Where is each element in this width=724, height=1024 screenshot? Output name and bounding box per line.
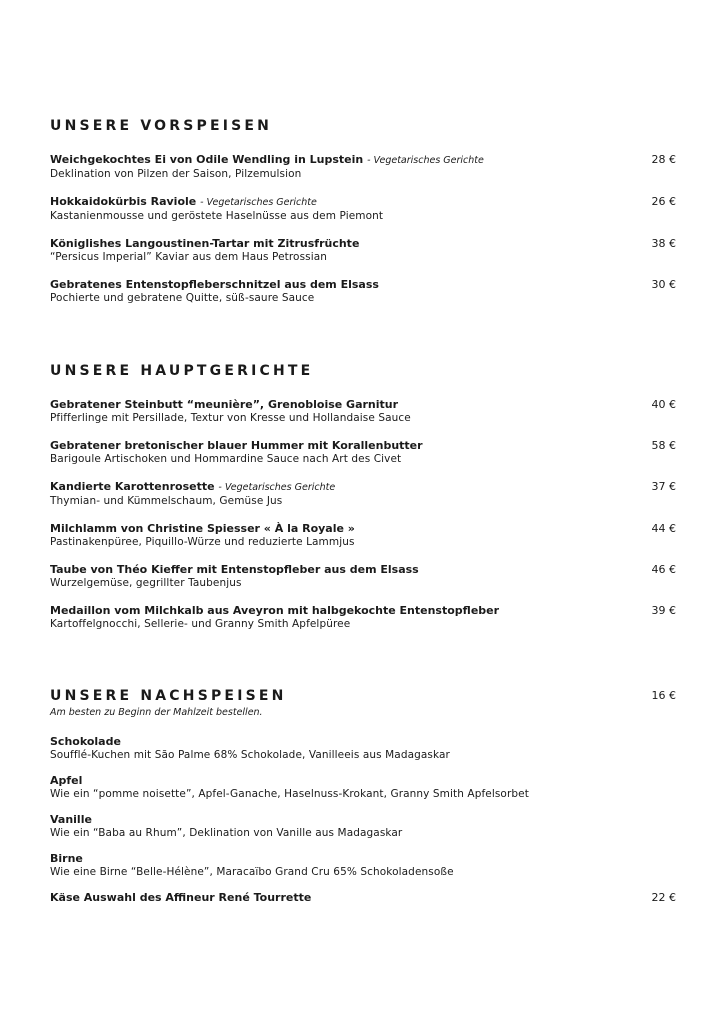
menu-item xyxy=(50,398,676,425)
item-name: Kandierte Karottenrosette xyxy=(50,480,215,493)
item-description: Kastanienmousse und geröstete Haselnüsse aus dem Piemont xyxy=(50,210,384,222)
starters-title: UNSERE VORSPEISEN xyxy=(50,118,273,134)
menu-item xyxy=(50,439,676,466)
item-description: Soufflé-Kuchen mit São Palme 68% Schokolade, Vanilleeis aus Madagaskar xyxy=(50,749,450,761)
item-price: 37 € xyxy=(651,480,676,493)
item-name: Medaillon vom Milchkalb aus Aveyron mit halbgekochte Entenstopfleber xyxy=(50,604,500,617)
item-price: 26 € xyxy=(651,195,676,208)
item-name: Birne xyxy=(50,852,83,865)
desserts-section xyxy=(50,687,676,917)
item-price: 58 € xyxy=(651,439,676,452)
item-description: Pochierte und gebratene Quitte, süß-saure Sauce xyxy=(50,292,315,304)
item-name: Königlishes Langoustinen-Tartar mit Zitrusfrüchte xyxy=(50,237,360,250)
item-description: “Persicus Imperial” Kaviar aus dem Haus Petrossian xyxy=(50,251,328,263)
item-description: Wie eine Birne “Belle-Hélène”, Maracaïbo Grand Cru 65% Schokoladensoße xyxy=(50,866,454,878)
menu-item xyxy=(50,735,676,762)
item-price: 30 € xyxy=(651,278,676,291)
vegetarian-tag: - Vegetarisches Gerichte xyxy=(200,197,317,208)
item-description: Pastinakenpüree, Piquillo-Würze und reduzierte Lammjus xyxy=(50,536,355,548)
item-description: Deklination von Pilzen der Saison, Pilzemulsion xyxy=(50,168,302,180)
item-price: 39 € xyxy=(651,604,676,617)
item-name: Hokkaidokürbis Raviole xyxy=(50,195,197,208)
item-description: Thymian- und Kümmelschaum, Gemüse Jus xyxy=(50,495,283,507)
item-price: 28 € xyxy=(651,153,676,166)
item-name: Schokolade xyxy=(50,735,121,748)
mains-list xyxy=(50,398,676,631)
desserts-price: 16 € xyxy=(651,689,676,702)
item-description: Barigoule Artischoken und Hommardine Sauce nach Art des Civet xyxy=(50,453,402,465)
menu-item xyxy=(50,237,676,264)
item-description: Wurzelgemüse, gegrillter Taubenjus xyxy=(50,577,242,589)
item-name: Taube von Théo Kieffer mit Entenstopfleber aus dem Elsass xyxy=(50,563,419,576)
item-price: 44 € xyxy=(651,522,676,535)
item-name: Weichgekochtes Ei von Odile Wendling in Lupstein xyxy=(50,153,364,166)
starters-list xyxy=(50,153,676,305)
cheese-item xyxy=(50,891,676,905)
item-description: Wie ein “Baba au Rhum”, Deklination von Vanille aus Madagaskar xyxy=(50,827,403,839)
menu-item xyxy=(50,813,676,840)
vegetarian-tag: - Vegetarisches Gerichte xyxy=(367,155,484,166)
item-description: Wie ein “pomme noisette”, Apfel-Ganache, Haselnuss-Krokant, Granny Smith Apfelsorbet xyxy=(50,788,529,800)
item-description: Kartoffelgnocchi, Sellerie- und Granny Smith Apfelpüree xyxy=(50,618,351,630)
desserts-note: Am besten zu Beginn der Mahlzeit bestellen. xyxy=(50,707,263,718)
item-description: Pfifferlinge mit Persillade, Textur von Kresse und Hollandaise Sauce xyxy=(50,412,411,424)
item-name: Milchlamm von Christine Spiesser « À la Royale » xyxy=(50,522,355,535)
item-price: 46 € xyxy=(651,563,676,576)
menu-item xyxy=(50,480,676,508)
menu-item xyxy=(50,774,676,801)
desserts-list xyxy=(50,735,676,905)
menu-item xyxy=(50,852,676,879)
menu-item xyxy=(50,563,676,590)
menu-item xyxy=(50,278,676,305)
item-name: Gebratenes Entenstopfleberschnitzel aus dem Elsass xyxy=(50,278,379,291)
item-name: Käse Auswahl des Affineur René Tourrette xyxy=(50,891,312,904)
item-price: 38 € xyxy=(651,237,676,250)
mains-title: UNSERE HAUPTGERICHTE xyxy=(50,363,314,379)
menu-item xyxy=(50,604,676,631)
item-name: Vanille xyxy=(50,813,92,826)
item-price: 22 € xyxy=(651,891,676,904)
desserts-title: UNSERE NACHSPEISEN xyxy=(50,688,287,704)
mains-section xyxy=(50,362,676,645)
item-name: Gebratener Steinbutt “meunière”, Grenobloise Garnitur xyxy=(50,398,399,411)
item-name: Gebratener bretonischer blauer Hummer mit Korallenbutter xyxy=(50,439,423,452)
item-price: 40 € xyxy=(651,398,676,411)
menu-item xyxy=(50,153,676,181)
item-name: Apfel xyxy=(50,774,83,787)
menu-item xyxy=(50,195,676,223)
vegetarian-tag: - Vegetarisches Gerichte xyxy=(218,482,336,493)
starters-section xyxy=(50,117,676,319)
menu-item xyxy=(50,522,676,549)
